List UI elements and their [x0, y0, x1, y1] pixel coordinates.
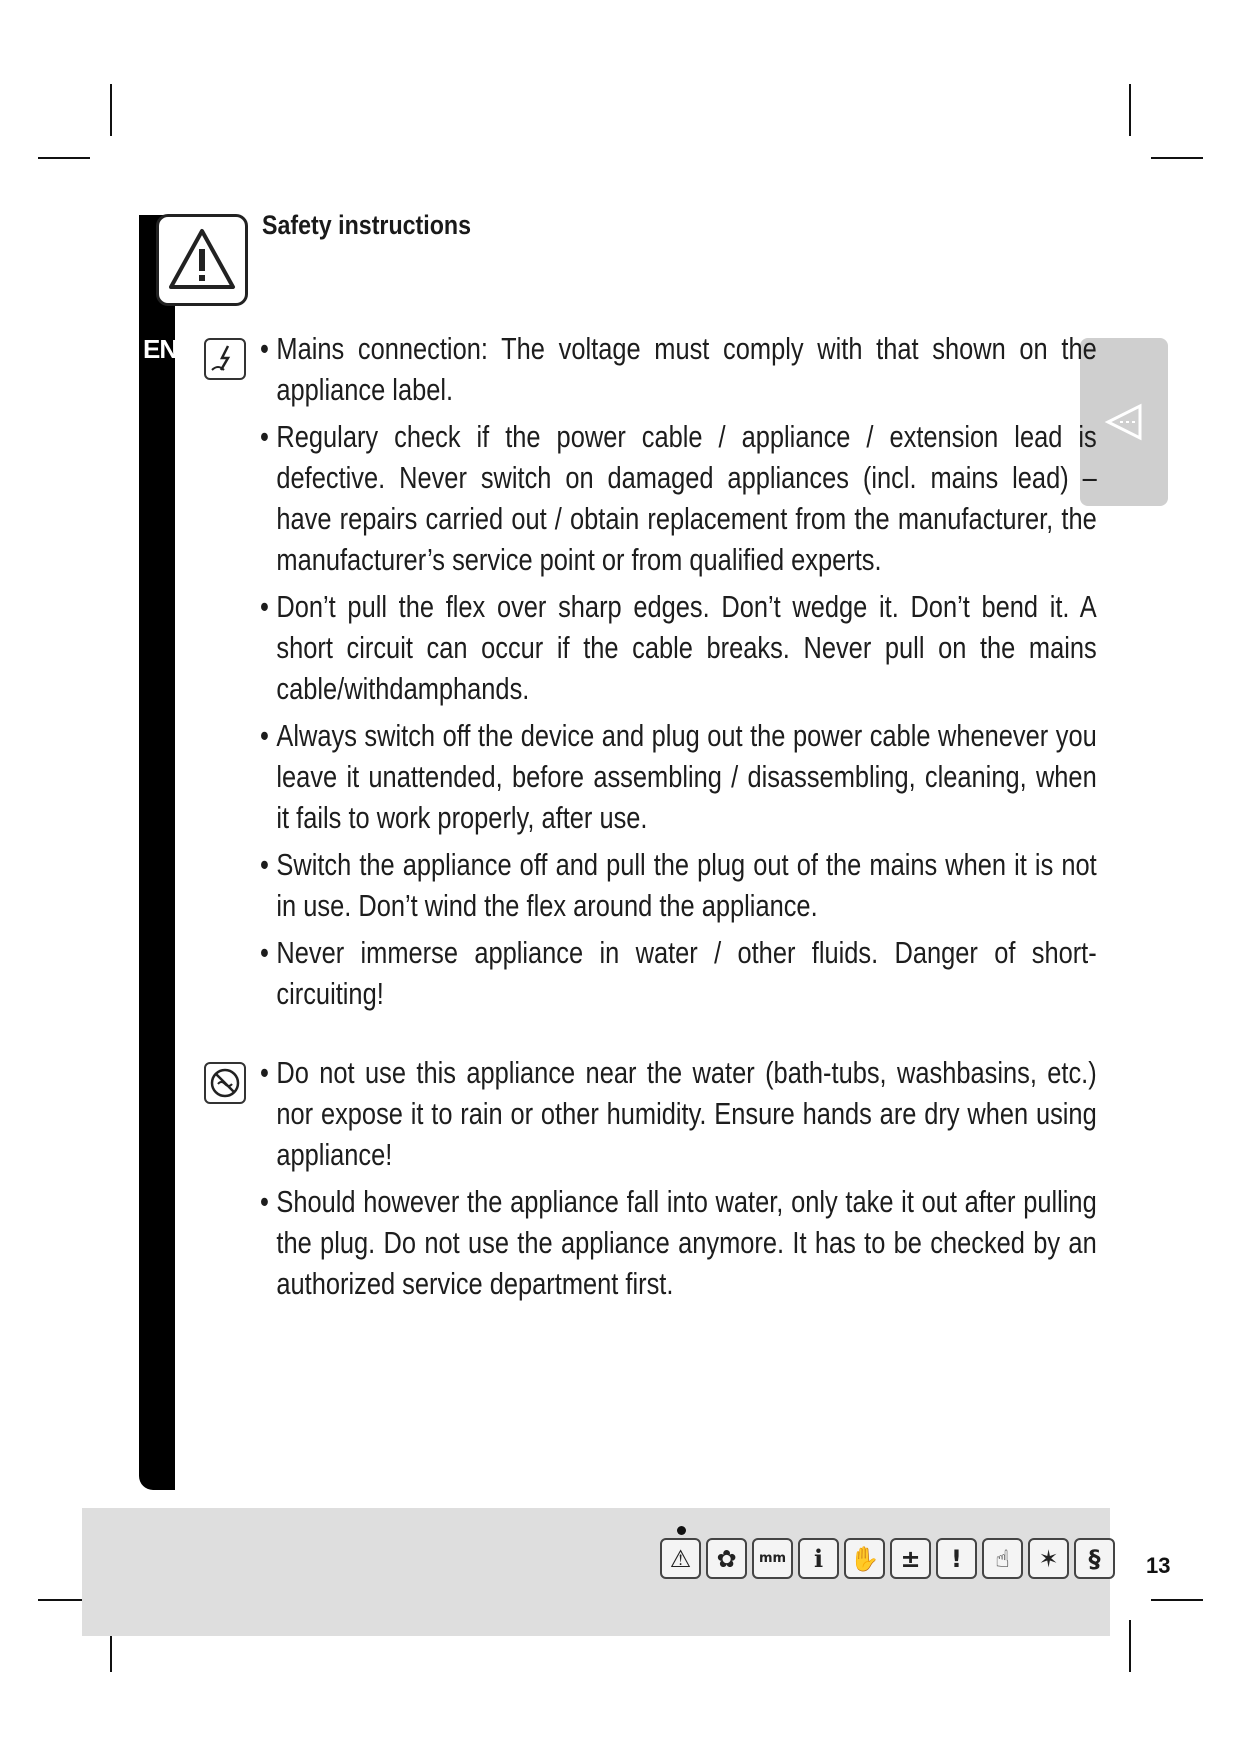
flower-icon[interactable]: ✿ [706, 1538, 747, 1579]
list-item: • Never immerse appliance in water / other fluids. Danger of short-circuiting! [260, 932, 1097, 1014]
info-icon[interactable]: i [798, 1538, 839, 1579]
ruler-mm-icon[interactable]: mm [752, 1538, 793, 1579]
language-label: EN [143, 334, 178, 364]
list-item: • Mains connection: The voltage must comply with that shown on the appliance label. [260, 328, 1097, 410]
paragraph-icon[interactable]: § [1074, 1538, 1115, 1579]
page-number: 13 [1146, 1553, 1171, 1578]
crop-mark [1129, 1620, 1131, 1672]
hand-icon[interactable]: ✋ [844, 1538, 885, 1579]
electric-plug-icon [204, 338, 246, 380]
footer-icon-nav [660, 1538, 1115, 1579]
crop-mark [1151, 1599, 1203, 1601]
warning-icon [156, 214, 248, 306]
hand-pointing-icon[interactable]: ☝ [982, 1538, 1023, 1579]
list-item: • Switch the appliance off and pull the plug out of the mains when it is not in use. Don’t wind the flex around the appliance. [260, 844, 1097, 926]
list-item: • Should however the appliance fall into water, only take it out after pulling the plug. Do not use the appliance anymore. It has to be checked by an authorized service department first. [260, 1181, 1097, 1304]
snowflake-icon[interactable]: ✶ [1028, 1538, 1069, 1579]
footer-band [82, 1508, 1171, 1636]
list-item: • Regulary check if the power cable / appliance / extension lead is defective. Never switch on damaged appliances (incl. mains lead) – have repairs carried out / obtain replacement from the manufacturer, the manufacturer’s service point or from qualified experts. [260, 416, 1097, 580]
exclamation-icon[interactable]: ! [936, 1538, 977, 1579]
warning-icon[interactable]: ⚠ [660, 1538, 701, 1579]
mains-safety-group [260, 328, 1097, 1014]
plus-minus-icon[interactable]: ± [890, 1538, 931, 1579]
no-water-icon [204, 1062, 246, 1104]
section-title: Safety instructions [262, 210, 472, 240]
list-item: • Do not use this appliance near the water (bath-tubs, washbasins, etc.) nor expose it to rain or other humidity. Ensure hands are dry when using appliance! [260, 1052, 1097, 1175]
crop-mark [1151, 157, 1203, 159]
left-rail [139, 215, 178, 1490]
water-safety-group [260, 1052, 1097, 1304]
list-item: • Don’t pull the flex over sharp edges. Don’t wedge it. Don’t bend it. A short circuit can occur if the cable breaks. Never pull on the mains cable/withdamphands. [260, 586, 1097, 709]
crop-mark [38, 157, 90, 159]
crop-mark [1129, 84, 1131, 136]
list-item: • Always switch off the device and plug out the power cable whenever you leave it unattended, before assembling / disassembling, cleaning, when it fails to work properly, after use. [260, 715, 1097, 838]
crop-mark [110, 84, 112, 136]
safety-content [260, 328, 1097, 1310]
active-indicator [677, 1526, 686, 1535]
